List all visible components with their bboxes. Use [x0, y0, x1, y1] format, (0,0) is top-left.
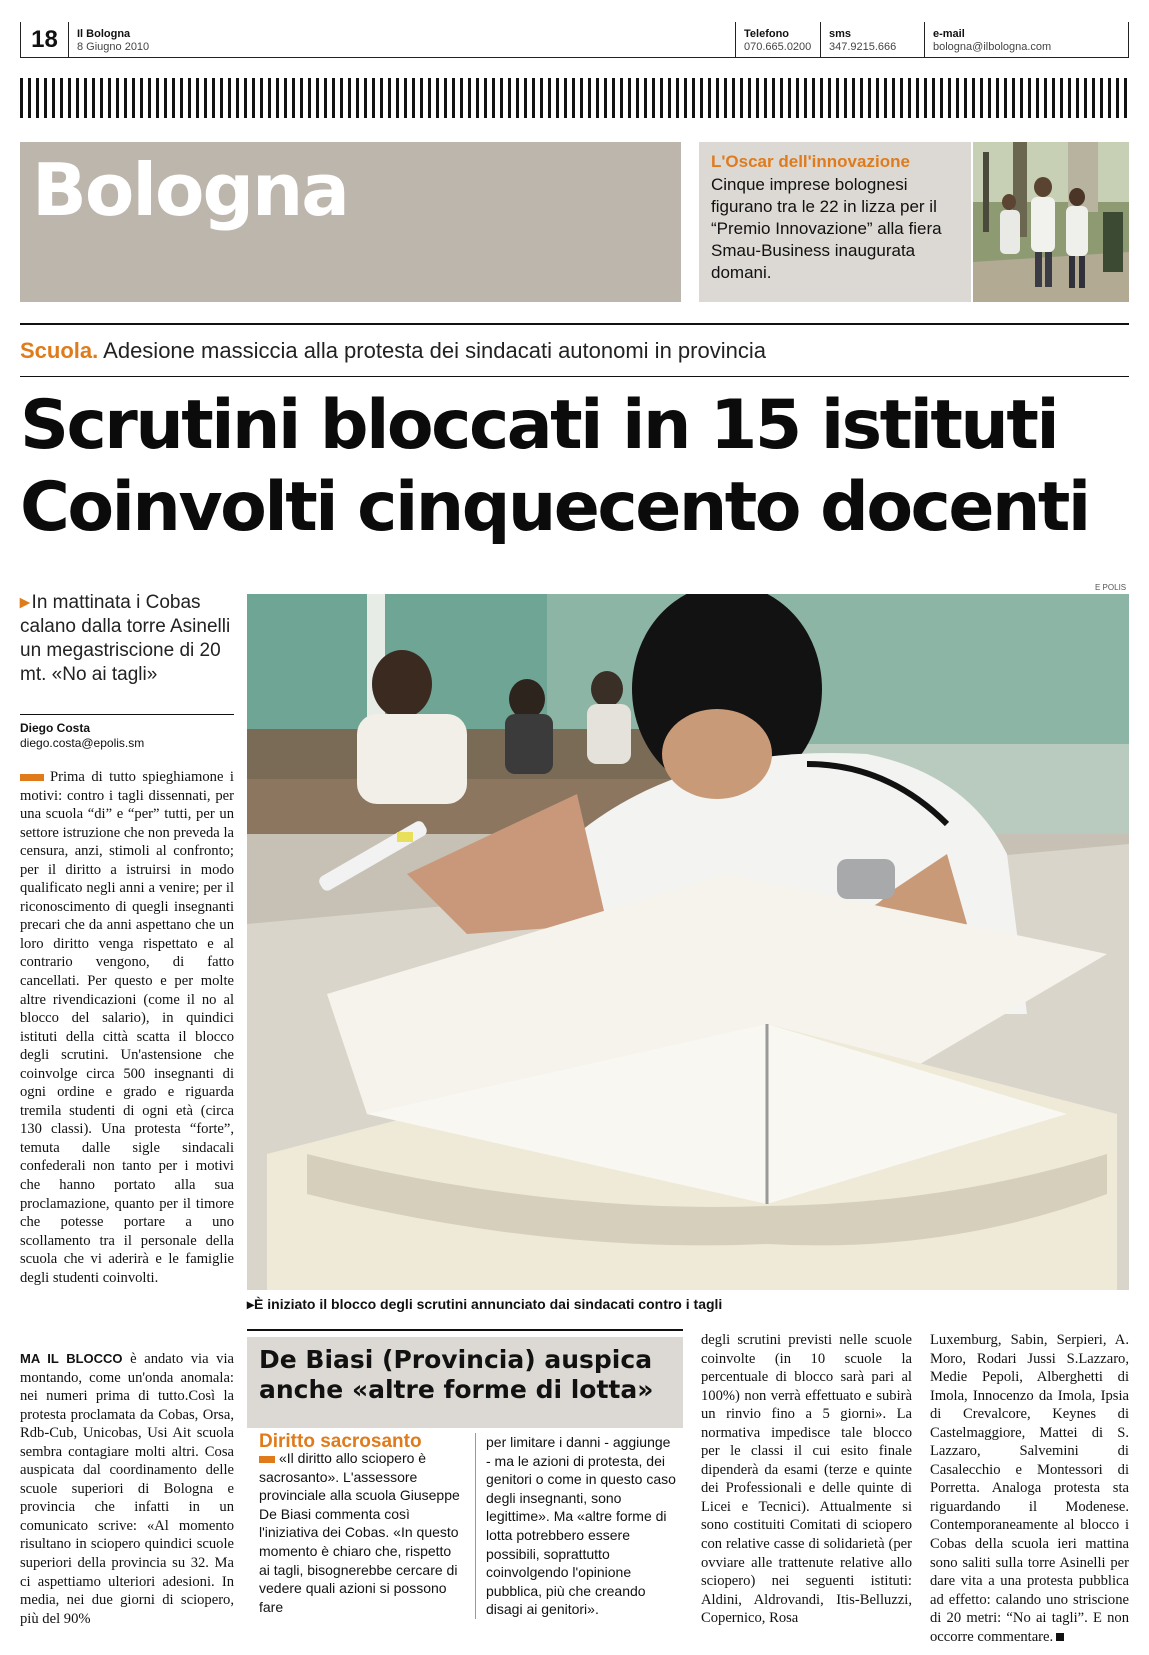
kicker-rule [20, 376, 1129, 377]
summary-text: In mattinata i Cobas calano dalla torre Asinelli un megastriscione di 20 mt. «No ai tagli» [20, 592, 231, 685]
byline [20, 721, 144, 751]
headline [20, 385, 1129, 549]
author-email[interactable]: diego.costa@epolis.sm [20, 736, 145, 750]
kicker [20, 338, 766, 364]
main-photo [247, 594, 1129, 1290]
sms-info [821, 22, 925, 57]
publication-name: Il Bologna [77, 28, 131, 40]
sms-number: 347.9215.666 [829, 41, 897, 53]
masthead-info [69, 22, 229, 57]
sidebar-column-1 [259, 1449, 463, 1616]
body-paragraph-3: degli scrutini previsti nelle scuole coinvolte (in 10 scuole la percentuale di blocco sarà pari al 100%) non verrà effettuato e subirà un rinvio fino a 5 giorni». La normativa impedisce tale blocco per le classi il cui esito finale dipenderà da esami (terze e quinte dei Professionali e delle quinte di Licei e Tecnici). Attualmente si sono costituiti Comitati di sciopero con relative casse di solidarietà (per ovviare alle trattenute relative allo sciopero) nei seguenti istituti: Aldini, Aldrovandi, Itis-Belluzzi, Copernico, Rosa [701, 1332, 912, 1627]
body-column-1b [20, 1350, 234, 1628]
summary [20, 591, 234, 687]
section-banner [20, 142, 681, 302]
phone-number: 070.665.0200 [744, 41, 812, 53]
barcode-stripes [20, 78, 1129, 118]
body-column-3 [701, 1331, 912, 1628]
sidebar-column-2 [475, 1433, 677, 1619]
teaser-text: Cinque imprese bolognesi figurano tra le 22 in lizza per il “Premio Innovazione” alla fiera Smau-Business inaugurata domani. [711, 175, 942, 282]
body-paragraph-1: Prima di tutto spieghiamone i motivi: contro i tagli dissennati, per una scuola “di” e “per” tutti, per un settore istruzione che non preveda la censura, anzi, stimoli al confronto; per il diritto a istruirsi in modo qualificato negli anni a venire; per il riconoscimento di quegli insegnanti precari che da anni aspettano che un loro diritto venga rispettato e al contrario vengono, di fatto cancellati. Per questo e per molte altre rivendicazioni (come il no al blocco del salario), in quindici istituti della città scatta il blocco degli scrutini. Un'astensione che coinvolge circa 500 insegnanti di ogni ordine e grado e riguarda tremila studenti di ogni età (circa 130 classi). Una protesta “forte”, temuta dalle sigle sindacali confederali non tanto per i motivi che hanno portato alla sua proclamazione, quanto per il timore che potesse portare a uno scollamento tra il personale della scuola che vi aderirà e le famiglie degli studenti coinvolti. [20, 769, 234, 1286]
phone-label: Telefono [744, 28, 790, 40]
sidebar-box [247, 1329, 683, 1655]
summary-rule [20, 714, 234, 715]
sidebar-box-subtitle: Diritto sacrosanto [259, 1431, 422, 1452]
top-rule [20, 323, 1129, 325]
summary-arrow-icon: ▸ [20, 592, 30, 613]
publication-date: 8 Giugno 2010 [77, 41, 150, 53]
body-paragraph-4: Luxemburg, Sabin, Serpieri, A. Moro, Rodari Jussi S.Lazzaro, Medie Pepoli, Alberghetti di Imola, Innocenzo da Imola, Ipsia di Crevalcore, Keynes di Castelmaggiore, Mattei di S. Lazzaro, Salvemini di Casalecchio e Montessori di Porretta. Analoga protesta sta riguardando il Modenese. Contemporaneamente al blocco i Cobas della scuola ieri mattina sono saliti sulla torre Asinelli per dare vita a una protesta pubblica ad effetto: calando uno striscione di 20 metri: “No ai tagli”. E non occorre commentare. [930, 1332, 1129, 1645]
teaser-photo [973, 142, 1129, 302]
sidebar-text-2: per limitare i danni - aggiunge - ma le azioni di protesta, dei genitori o come in questo caso degli insegnanti, sono legittime». Ma «altre forme di lotta potrebbero essere possibili, soprattutto coinvolgendo l'opinione pubblica, più che creando disagi ai genitori». [486, 1434, 676, 1618]
headline-line-2: Coinvolti cinquecento docenti [20, 468, 1089, 547]
body-paragraph-2: è andato via via montando, come un'onda anomala: nei numeri prima di tutto.Così la protesta proclamata da Cobas, Orsa, Rdb-Cub, Unicobas, Usi Ait scuola sembra contagiare molti altri. Cosa auspicata dal coordinamento delle scuole superiori di Bologna e provincia che infatti in un comunicato scrive: «Al momento risultano in sciopero quindici scuole superiori della provincia su 32. Ma ci aspettiamo ulteriori adesioni. In media, nei due giorni di sciopero, più del 90% [20, 1351, 234, 1627]
photo-credit: E POLIS [1095, 583, 1127, 592]
page-header [20, 22, 1129, 58]
teaser-box[interactable] [699, 142, 971, 302]
email-address[interactable]: bologna@ilbologna.com [933, 41, 1052, 53]
paragraph-marker-icon [20, 774, 44, 781]
headline-line-1: Scrutini bloccati in 15 istituti [20, 386, 1058, 465]
sms-label: sms [829, 28, 852, 40]
phone-info [736, 22, 821, 57]
kicker-label: Scuola. [20, 338, 99, 363]
sidebar-text-1: «Il diritto allo sciopero è sacrosanto». L'assessore provinciale alla scuola Giuseppe De Biasi commenta così l'iniziativa dei Cobas. «In questo momento è chiaro che, rispetto ai tagli, bisognerebbe cercare di vedere quali azioni si possono fare [259, 1450, 460, 1615]
sidebar-box-title: De Biasi (Provincia) auspica anche «altre forme di lotta» [259, 1345, 654, 1404]
email-label: e-mail [933, 28, 965, 40]
teaser-title: L'Oscar dell'innovazione [711, 152, 910, 171]
paragraph-marker-icon [259, 1456, 275, 1463]
kicker-text: Adesione massiccia alla protesta dei sindacati autonomi in provincia [103, 338, 766, 363]
photo-caption: ▸È iniziato il blocco degli scrutini annunciato dai sindacati contro i tagli [247, 1296, 723, 1312]
end-mark-icon [1056, 1633, 1064, 1641]
body-lead-in: MA IL BLOCCO [20, 1351, 123, 1366]
page-number: 18 [21, 22, 69, 57]
sidebar-box-header [247, 1335, 683, 1428]
section-title: Bologna [32, 148, 348, 232]
author-name: Diego Costa [20, 721, 91, 735]
body-column-1 [20, 768, 234, 1287]
email-info [925, 22, 1128, 57]
body-column-4 [930, 1331, 1129, 1646]
